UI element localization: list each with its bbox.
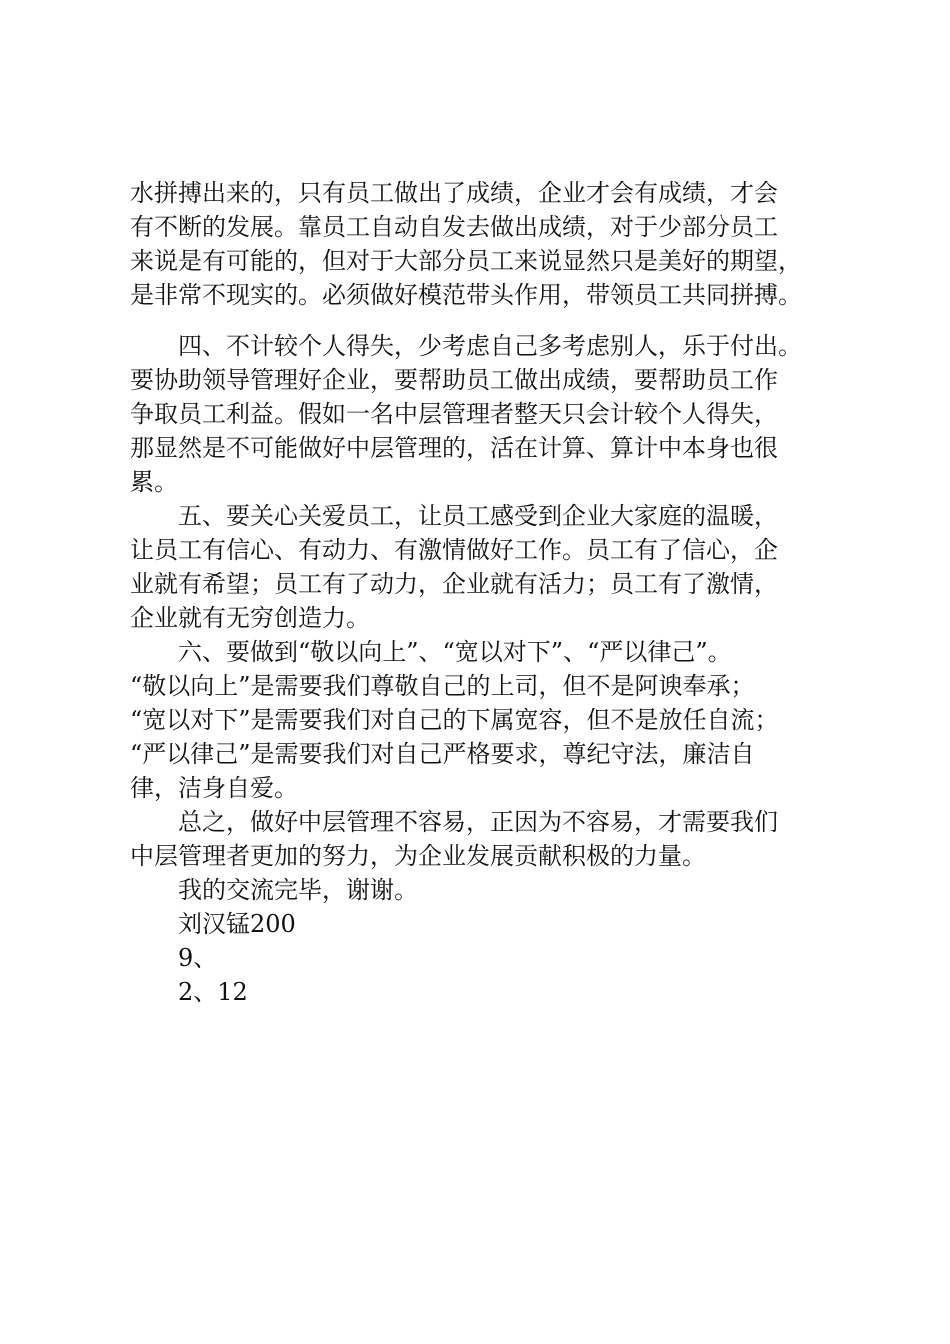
text-line: 让员工有信心、有动力、有激情做好工作。员工有了信心，企 xyxy=(130,536,778,564)
text-line: “严以律己”是需要我们对自己严格要求，尊纪守法，廉洁自 xyxy=(130,740,755,768)
text-line: 六、要做到“敬以向上”、“宽以对下”、“严以律己”。 xyxy=(178,638,732,666)
text-line: 是非常不现实的。必须做好模范带头作用，带领员工共同拼搏。 xyxy=(130,281,802,309)
text-line: 争取员工利益。假如一名中层管理者整天只会计较个人得失， xyxy=(130,400,778,428)
date-fragment: 9、 xyxy=(178,944,218,972)
text-line: “宽以对下”是需要我们对自己的下属宽容，但不是放任自流； xyxy=(130,706,779,734)
signature-name: 刘汉锰200 xyxy=(178,910,296,938)
text-line: 中层管理者更加的努力，为企业发展贡献积极的力量。 xyxy=(130,842,706,870)
text-line: 五、要关心关爱员工，让员工感受到企业大家庭的温暖， xyxy=(178,502,778,530)
text-line: 四、不计较个人得失，少考虑自己多考虑别人，乐于付出。 xyxy=(178,332,802,360)
text-line: 来说是有可能的，但对于大部分员工来说显然只是美好的期望， xyxy=(130,247,802,275)
text-line: 那显然是不可能做好中层管理的，活在计算、算计中本身也很 xyxy=(130,434,778,462)
text-line: 要协助领导管理好企业，要帮助员工做出成绩，要帮助员工作 xyxy=(130,366,778,394)
text-line: 总之，做好中层管理不容易，正因为不容易，才需要我们 xyxy=(178,808,778,836)
text-line: 业就有希望；员工有了动力，企业就有活力；员工有了激情， xyxy=(130,570,778,598)
text-line: 水拼搏出来的，只有员工做出了成绩，企业才会有成绩，才会 xyxy=(130,179,778,207)
closing-line: 我的交流完毕，谢谢。 xyxy=(178,876,418,904)
text-line: 有不断的发展。靠员工自动自发去做出成绩，对于少部分员工 xyxy=(130,213,778,241)
text-line: 企业就有无穷创造力。 xyxy=(130,604,370,632)
text-line: 累。 xyxy=(130,468,178,496)
text-line: 律，洁身自爱。 xyxy=(130,774,298,802)
text-line: “敬以向上”是需要我们尊敬自己的上司，但不是阿谀奉承； xyxy=(130,672,755,700)
date-fragment: 2、12 xyxy=(178,978,248,1006)
